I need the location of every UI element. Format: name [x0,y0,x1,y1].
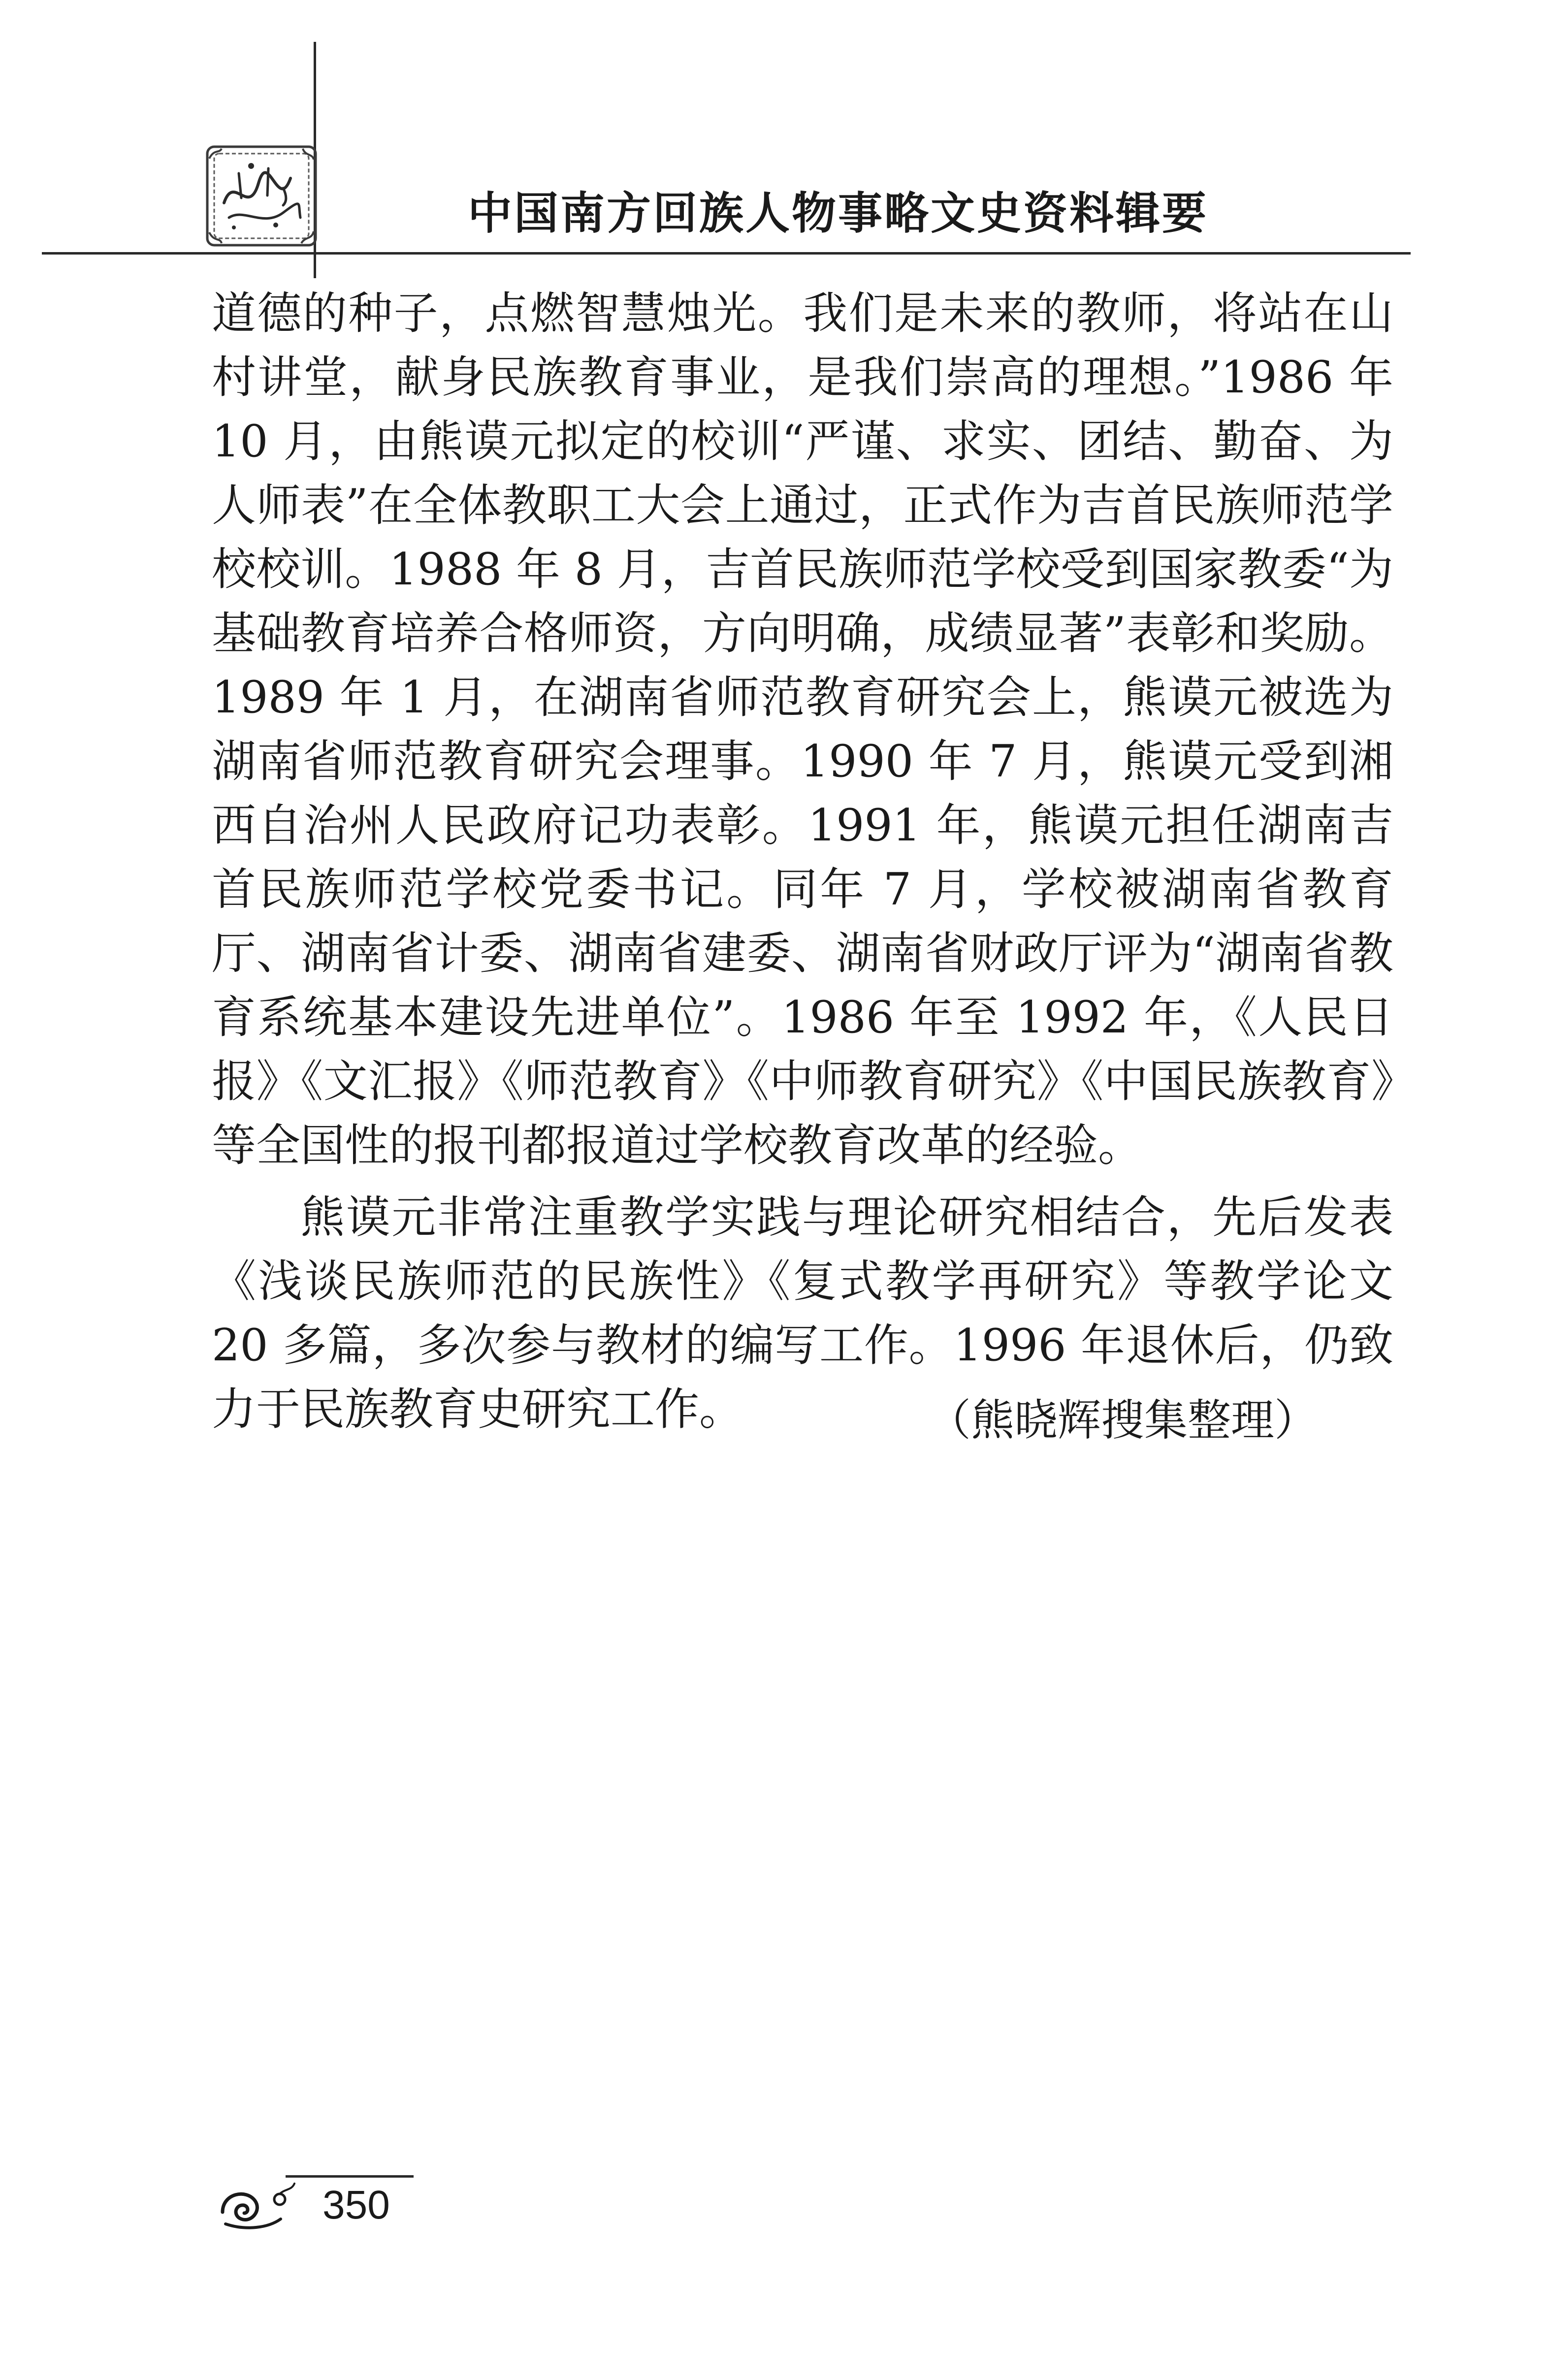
body-paragraph: 道德的种子，点燃智慧烛光。我们是未来的教师，将站在山村讲堂，献身民族教育事业，是我们崇高的理想。”1986 年 10 月，由熊谟元拟定的校训“严谨、求实、团结、勤奋、为人师表”在全体教职工大会上通过，正式作为吉首民族师范学校校训。1988 年 8 月，吉首民族师范学校受到国家教委“为基础教育培养合格师资，方向明确，成绩显著”表彰和奖励。1989 年 1 月，在湖南省师范教育研究会上，熊谟元被选为湖南省师范教育研究会理事。1990 年 7 月，熊谟元受到湘西自治州人民政府记功表彰。1991 年，熊谟元担任湖南吉首民族师范学校党委书记。同年 7 月，学校被湖南省教育厅、湖南省计委、湖南省建委、湖南省财政厅评为“湖南省教育系统基本建设先进单位”。1986 年至 1992 年，《人民日报》《文汇报》《师范教育》《中师教育研究》《中国民族教育》等全国性的报刊都报道过学校教育改革的经验。 [212,288,1393,1171]
body-paragraph: 熊谟元非常注重教学实践与理论研究相结合，先后发表《浅谈民族师范的民族性》《复式教学再研究》等教学论文 20 多篇，多次参与教材的编写工作。1996 年退休后，仍致力于民族教育史研究工作。 [212,1191,1393,1435]
running-header-title: 中国南方回族人物事略文史资料辑要 [468,188,1208,239]
main-body-text [212,282,1393,1442]
arabic-calligraphy-seal-icon [204,144,319,248]
compiler-attribution: （熊晓辉搜集整理） [927,1395,1318,1446]
header-horizontal-rule [42,252,1411,255]
footer-rule [286,2175,414,2178]
swirl-ornament-icon [217,2174,303,2233]
page-number: 350 [323,2183,390,2227]
